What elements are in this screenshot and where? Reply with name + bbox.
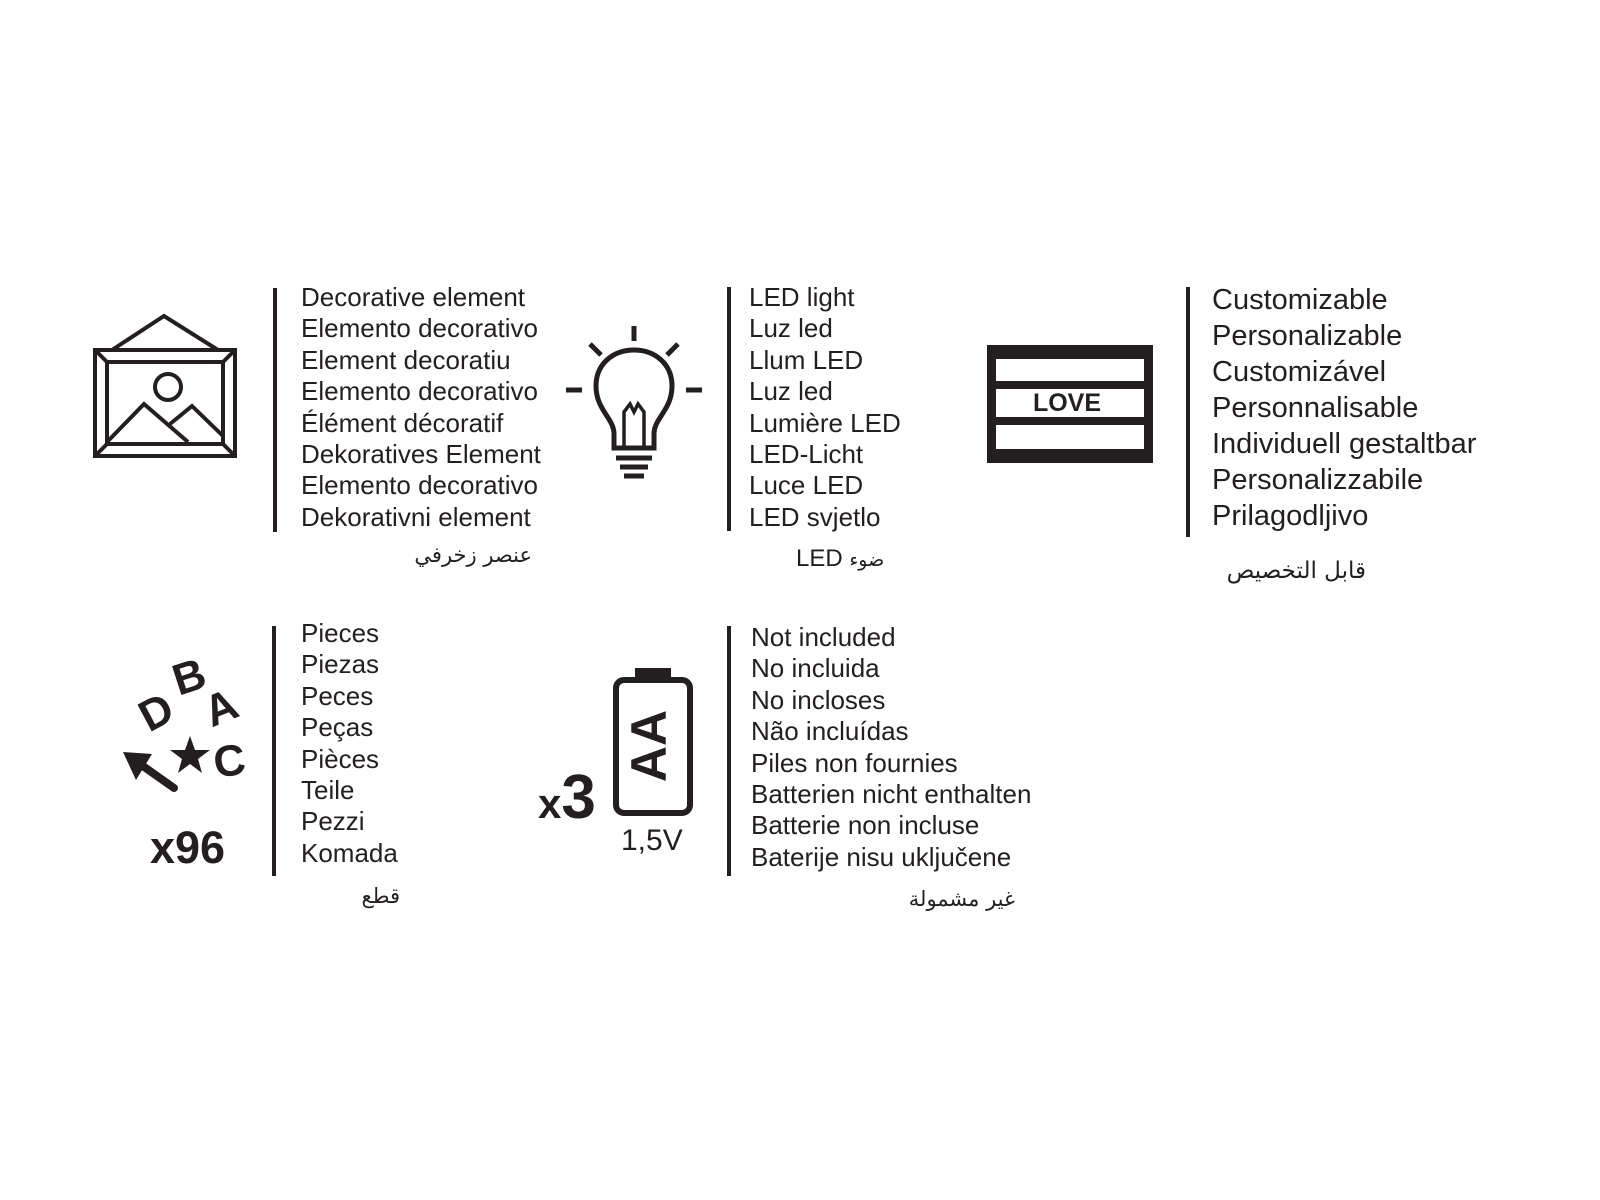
decorative-label: Element decoratiu	[301, 344, 511, 375]
customizable-label-arabic: قابل التخصيص	[1226, 558, 1366, 584]
letter-board-icon	[987, 345, 1153, 463]
led-label: LED-Licht	[749, 439, 864, 470]
batteries-label: Batterie non incluse	[751, 810, 980, 841]
battery-multiplier-num: 3	[561, 763, 596, 832]
pieces-label-arabic: قطع	[361, 884, 400, 908]
batteries-label: Piles non fournies	[751, 747, 958, 778]
battery-multiplier-x: x	[538, 780, 562, 827]
piece-letter-a: A	[197, 679, 245, 737]
led-label: Luz led	[749, 376, 833, 407]
led-label: Luz led	[749, 313, 833, 344]
pieces-label: Teile	[301, 775, 355, 806]
pieces-label: Pièces	[301, 743, 380, 774]
decorative-label: Decorative element	[301, 282, 525, 312]
pieces-count: x96	[150, 822, 226, 873]
customizable-label: Prilagodljivo	[1212, 500, 1369, 532]
led-label-arabic-latin: LED	[796, 545, 843, 572]
pieces-label-list	[301, 618, 398, 869]
pieces-label: Peces	[301, 680, 374, 711]
batteries-label: No incloses	[751, 684, 886, 715]
customizable-divider	[1186, 287, 1190, 537]
customizable-label: Personnalisable	[1212, 392, 1419, 424]
letters-and-symbols-icon	[118, 646, 258, 806]
letter-board-text: LOVE	[1032, 389, 1102, 417]
pieces-label: Komada	[301, 837, 398, 868]
led-label-arabic	[796, 545, 884, 573]
decorative-divider	[273, 288, 277, 532]
batteries-label-list	[751, 622, 1031, 873]
piece-letter-c: C	[210, 734, 249, 788]
decorative-label: Elemento decorativo	[301, 470, 539, 501]
batteries-label: Not included	[751, 622, 896, 652]
arrow-icon	[123, 752, 174, 788]
customizable-label: Customizable	[1212, 284, 1388, 316]
battery-icon	[613, 668, 693, 816]
customizable-label: Personalizable	[1212, 320, 1403, 352]
batteries-label: Batterien nicht enthalten	[751, 779, 1032, 810]
led-label-list	[749, 282, 901, 533]
customizable-label-list	[1212, 282, 1476, 534]
pieces-label: Peças	[301, 712, 374, 743]
decorative-label: Elemento decorativo	[301, 376, 539, 407]
pieces-label: Piezas	[301, 649, 380, 680]
light-bulb-icon	[566, 326, 702, 484]
customizable-label: Personalizzabile	[1212, 464, 1424, 496]
decorative-label: Elemento decorativo	[301, 313, 539, 344]
batteries-label: Baterije nisu uključene	[751, 841, 1012, 872]
pieces-label: Pezzi	[301, 806, 365, 837]
pieces-divider	[272, 626, 276, 876]
led-label: Lumière LED	[749, 407, 901, 438]
decorative-label-arabic: عنصر زخرفي	[414, 543, 532, 567]
battery-voltage: 1,5V	[621, 824, 683, 857]
led-label: Luce LED	[749, 470, 864, 501]
batteries-label-arabic: غير مشمولة	[908, 887, 1015, 911]
piece-letter-d: D	[130, 683, 182, 742]
led-label: Llum LED	[749, 344, 864, 375]
battery-multiplier	[538, 762, 596, 833]
star-icon	[170, 736, 210, 773]
decorative-label: Élément décoratif	[301, 407, 504, 438]
decorative-label: Dekorativni element	[301, 501, 531, 532]
framed-picture-icon	[92, 312, 238, 460]
led-label: LED light	[749, 282, 855, 312]
batteries-label: No incluida	[751, 653, 880, 684]
led-label-arabic-text: ضوء	[849, 549, 885, 571]
decorative-label: Dekoratives Element	[301, 439, 541, 470]
led-label: LED svjetlo	[749, 501, 881, 532]
pieces-label: Pieces	[301, 618, 380, 648]
piece-letter-b: B	[166, 648, 212, 706]
customizable-label: Individuell gestaltbar	[1212, 428, 1477, 460]
led-divider	[727, 287, 731, 531]
battery-type-text: AA	[621, 709, 678, 783]
batteries-divider	[727, 626, 731, 876]
batteries-label: Não incluídas	[751, 716, 909, 747]
decorative-label-list	[301, 282, 541, 533]
customizable-label: Customizável	[1212, 356, 1387, 388]
